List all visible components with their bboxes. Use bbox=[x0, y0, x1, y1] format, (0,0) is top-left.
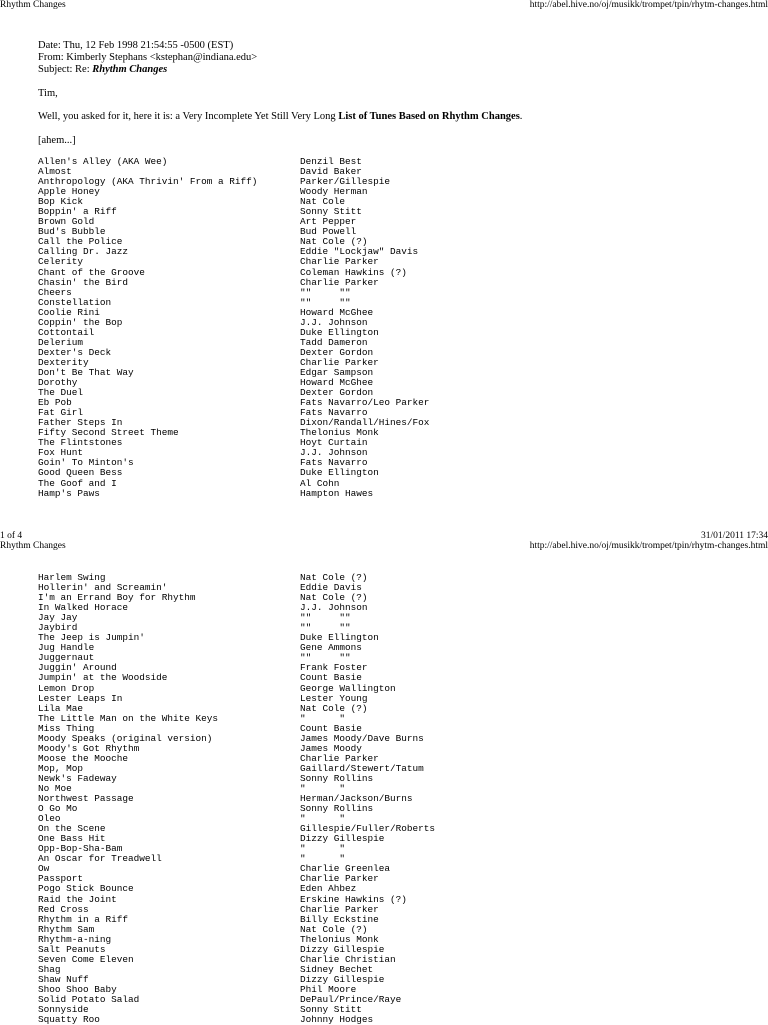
intro-text: Well, you asked for it, here it is: a Very Incomplete Yet Still Very Long bbox=[38, 111, 339, 122]
tune-title: Mop, Mop bbox=[38, 762, 84, 774]
tune-title: Jug Handle bbox=[38, 642, 95, 654]
tune-artist: " " bbox=[300, 813, 346, 825]
tune-title: Moody's Got Rhythm bbox=[38, 742, 140, 754]
tune-artist: Nat Cole bbox=[300, 196, 346, 208]
tune-title: Fox Hunt bbox=[38, 447, 84, 459]
tune-title: Juggin' Around bbox=[38, 662, 117, 674]
tune-title: In Walked Horace bbox=[38, 602, 129, 614]
tune-artist: Charlie Parker bbox=[300, 752, 379, 764]
tune-artist: J.J. Johnson bbox=[300, 602, 368, 614]
table-row bbox=[38, 378, 538, 388]
table-row bbox=[38, 489, 538, 499]
table-row bbox=[38, 217, 538, 227]
tune-title: Good Queen Bess bbox=[38, 467, 123, 479]
tune-artist: Lester Young bbox=[300, 692, 368, 704]
table-row bbox=[38, 338, 538, 348]
tune-artist: Tadd Dameron bbox=[300, 336, 368, 348]
table-row bbox=[38, 955, 538, 965]
tune-title: Dexter's Deck bbox=[38, 346, 112, 358]
tune-artist: Parker/Gillespie bbox=[300, 176, 391, 188]
table-row bbox=[38, 814, 538, 824]
tune-title: Northwest Passage bbox=[38, 793, 134, 805]
table-row bbox=[38, 328, 538, 338]
tune-artist: Fats Navarro bbox=[300, 407, 368, 419]
tune-title: Opp-Bop-Sha-Bam bbox=[38, 843, 123, 855]
email-from: From: Kimberly Stephans <kstephan@indiana.edu> bbox=[38, 52, 258, 63]
tune-artist: Sonny Stitt bbox=[300, 206, 362, 218]
tune-artist: Duke Ellington bbox=[300, 467, 379, 479]
table-row bbox=[38, 318, 538, 328]
tune-title: Call the Police bbox=[38, 236, 123, 248]
tune-title: Rhythm in a Riff bbox=[38, 913, 129, 925]
tune-title: Goin' To Minton's bbox=[38, 457, 134, 469]
tune-artist: Count Basie bbox=[300, 672, 362, 684]
tune-artist: Eden Ahbez bbox=[300, 883, 357, 895]
tune-title: Jumpin' at the Woodside bbox=[38, 672, 168, 684]
tune-title: Dorothy bbox=[38, 377, 78, 389]
tune-artist: Dizzy Gillespie bbox=[300, 973, 385, 985]
tune-artist: Duke Ellington bbox=[300, 326, 379, 338]
page-footer-number: 1 of 4 bbox=[0, 531, 23, 541]
tune-title: Almost bbox=[38, 166, 72, 178]
tune-title: Newk's Fadeway bbox=[38, 772, 117, 784]
tune-title: Cheers bbox=[38, 286, 72, 298]
tune-list-page1 bbox=[38, 157, 538, 499]
tune-title: Shag bbox=[38, 963, 61, 975]
tune-artist: Gene Ammons bbox=[300, 642, 362, 654]
tune-title: Red Cross bbox=[38, 903, 89, 915]
table-row bbox=[38, 804, 538, 814]
tune-artist: George Wallington bbox=[300, 682, 396, 694]
tune-artist: Hoyt Curtain bbox=[300, 437, 368, 449]
subject-prefix: Subject: Re: bbox=[38, 64, 93, 75]
tune-artist: Charlie Parker bbox=[300, 873, 379, 885]
tune-artist: Nat Cole (?) bbox=[300, 572, 368, 583]
tune-artist: Duke Ellington bbox=[300, 632, 379, 644]
table-row bbox=[38, 643, 538, 653]
tune-artist: " " bbox=[300, 853, 346, 865]
tune-title: Rhythm Sam bbox=[38, 923, 95, 935]
tune-artist: Eddie "Lockjaw" Davis bbox=[300, 246, 419, 258]
tune-title: Calling Dr. Jazz bbox=[38, 246, 129, 258]
tune-title: Chasin' the Bird bbox=[38, 276, 129, 288]
tune-artist: Eddie Davis bbox=[300, 582, 362, 594]
tune-artist: Dizzy Gillespie bbox=[300, 833, 385, 845]
tune-artist: Coleman Hawkins (?) bbox=[300, 266, 407, 278]
table-row bbox=[38, 1005, 538, 1015]
tune-artist: Nat Cole (?) bbox=[300, 702, 368, 714]
tune-artist: David Baker bbox=[300, 166, 362, 178]
intro-paragraph bbox=[38, 111, 522, 123]
tune-artist: Gaillard/Stewert/Tatum bbox=[300, 762, 424, 774]
table-row bbox=[38, 754, 538, 764]
tune-artist: " " bbox=[300, 782, 346, 794]
tune-title: Lila Mae bbox=[38, 702, 84, 714]
tune-title: Cottontail bbox=[38, 326, 95, 338]
tune-artist: Charlie Greenlea bbox=[300, 863, 391, 875]
tune-title: Jay Jay bbox=[38, 612, 78, 624]
tune-artist: Fats Navarro/Leo Parker bbox=[300, 397, 430, 409]
tune-artist: Charlie Parker bbox=[300, 903, 379, 915]
table-row bbox=[38, 895, 538, 905]
tune-title: Celerity bbox=[38, 256, 84, 268]
tune-artist: "" "" bbox=[300, 652, 351, 664]
table-row bbox=[38, 288, 538, 298]
tune-artist: Sonny Stitt bbox=[300, 1004, 362, 1016]
tune-title: Solid Potato Salad bbox=[38, 993, 140, 1005]
tune-artist: Charlie Christian bbox=[300, 953, 396, 965]
table-row bbox=[38, 915, 538, 925]
tune-artist: "" "" bbox=[300, 612, 351, 624]
tune-title: Delerium bbox=[38, 336, 84, 348]
tune-title: The Jeep is Jumpin' bbox=[38, 632, 145, 644]
tune-title: Pogo Stick Bounce bbox=[38, 883, 134, 895]
table-row bbox=[38, 774, 538, 784]
page-header-url[interactable]: http://abel.hive.no/oj/musikk/trompet/tpin/rhytm-changes.html bbox=[529, 0, 768, 10]
tune-title: Dexterity bbox=[38, 356, 89, 368]
table-row bbox=[38, 348, 538, 358]
tune-title: Miss Thing bbox=[38, 722, 95, 734]
tune-title: Juggernaut bbox=[38, 652, 95, 664]
table-row bbox=[38, 965, 538, 975]
table-row bbox=[38, 438, 538, 448]
tune-title: Jaybird bbox=[38, 622, 78, 634]
table-row bbox=[38, 694, 538, 704]
tune-artist: " " bbox=[300, 712, 346, 724]
ahem-text: [ahem...] bbox=[38, 135, 76, 146]
tune-title: Bop Kick bbox=[38, 196, 84, 208]
tune-title: No Moe bbox=[38, 782, 72, 794]
tune-artist: Sonny Rollins bbox=[300, 803, 374, 815]
table-row bbox=[38, 207, 538, 217]
tune-title: Squatty Roo bbox=[38, 1014, 100, 1025]
tune-artist: Charlie Parker bbox=[300, 276, 379, 288]
table-row bbox=[38, 673, 538, 683]
tune-title: Bud's Bubble bbox=[38, 226, 106, 238]
tune-artist: Thelonius Monk bbox=[300, 427, 379, 439]
table-row bbox=[38, 157, 538, 167]
tune-title: The Flintstones bbox=[38, 437, 123, 449]
tune-title: Coolie Rini bbox=[38, 306, 100, 318]
tune-title: Raid the Joint bbox=[38, 893, 117, 905]
table-row bbox=[38, 925, 538, 935]
email-date: Date: Thu, 12 Feb 1998 21:54:55 -0500 (EST) bbox=[38, 40, 234, 51]
table-row bbox=[38, 884, 538, 894]
page2-header-title: Rhythm Changes bbox=[0, 541, 66, 551]
table-row bbox=[38, 824, 538, 834]
tune-artist: Fats Navarro bbox=[300, 457, 368, 469]
tune-artist: Art Pepper bbox=[300, 216, 357, 228]
tune-title: Hamp's Paws bbox=[38, 487, 100, 499]
tune-title: Hollerin' and Screamin' bbox=[38, 582, 168, 594]
table-row bbox=[38, 935, 538, 945]
table-row bbox=[38, 995, 538, 1005]
tune-list-page2 bbox=[38, 573, 538, 1025]
tune-title: Fat Girl bbox=[38, 407, 84, 419]
tune-artist: Billy Eckstine bbox=[300, 913, 379, 925]
table-row bbox=[38, 257, 538, 267]
subject-title: Rhythm Changes bbox=[92, 64, 168, 75]
tune-artist: Dizzy Gillespie bbox=[300, 943, 385, 955]
tune-title: Moody Speaks (original version) bbox=[38, 732, 213, 744]
tune-artist: Sidney Bechet bbox=[300, 963, 374, 975]
tune-title: An Oscar for Treadwell bbox=[38, 853, 162, 865]
email-subject bbox=[38, 64, 167, 75]
tune-artist: Dexter Gordon bbox=[300, 346, 374, 358]
tune-title: Coppin' the Bop bbox=[38, 316, 123, 328]
tune-title: Oleo bbox=[38, 813, 61, 825]
tune-title: Fifty Second Street Theme bbox=[38, 427, 179, 439]
tune-artist: Bud Powell bbox=[300, 226, 357, 238]
table-row bbox=[38, 388, 538, 398]
tune-artist: Dexter Gordon bbox=[300, 387, 374, 399]
tune-title: Constellation bbox=[38, 296, 112, 308]
tune-artist: J.J. Johnson bbox=[300, 316, 368, 328]
tune-title: Allen's Alley (AKA Wee) bbox=[38, 156, 168, 167]
tune-artist: Gillespie/Fuller/Roberts bbox=[300, 823, 436, 835]
tune-artist: DePaul/Prince/Raye bbox=[300, 993, 402, 1005]
tune-artist: "" "" bbox=[300, 296, 351, 308]
table-row bbox=[38, 187, 538, 197]
table-row bbox=[38, 794, 538, 804]
tune-title: Father Steps In bbox=[38, 417, 123, 429]
tune-artist: Howard McGhee bbox=[300, 377, 374, 389]
tune-artist: Al Cohn bbox=[300, 477, 340, 489]
table-row bbox=[38, 633, 538, 643]
tune-artist: Herman/Jackson/Burns bbox=[300, 793, 413, 805]
tune-artist: J.J. Johnson bbox=[300, 447, 368, 459]
table-row bbox=[38, 468, 538, 478]
tune-artist: Thelonius Monk bbox=[300, 933, 379, 945]
tune-artist: Nat Cole (?) bbox=[300, 923, 368, 935]
table-row bbox=[38, 613, 538, 623]
tune-title: Lester Leaps In bbox=[38, 692, 123, 704]
tune-title: Boppin' a Riff bbox=[38, 206, 117, 218]
tune-title: Ow bbox=[38, 863, 50, 875]
table-row bbox=[38, 298, 538, 308]
tune-artist: Sonny Rollins bbox=[300, 772, 374, 784]
tune-title: Shaw Nuff bbox=[38, 973, 89, 985]
table-row bbox=[38, 247, 538, 257]
table-row bbox=[38, 278, 538, 288]
tune-title: Chant of the Groove bbox=[38, 266, 145, 278]
tune-title: Shoo Shoo Baby bbox=[38, 983, 117, 995]
tune-title: O Go Mo bbox=[38, 803, 78, 815]
tune-artist: Howard McGhee bbox=[300, 306, 374, 318]
tune-artist: Nat Cole (?) bbox=[300, 592, 368, 604]
table-row bbox=[38, 714, 538, 724]
tune-title: Lemon Drop bbox=[38, 682, 95, 694]
tune-title: The Duel bbox=[38, 387, 84, 399]
table-row bbox=[38, 479, 538, 489]
tune-title: Eb Pob bbox=[38, 397, 72, 409]
tune-title: Salt Peanuts bbox=[38, 943, 106, 955]
tune-title: The Goof and I bbox=[38, 477, 117, 489]
tune-artist: Count Basie bbox=[300, 722, 362, 734]
intro-end: . bbox=[519, 111, 523, 122]
tune-artist: Edgar Sampson bbox=[300, 366, 374, 378]
table-row bbox=[38, 603, 538, 613]
tune-title: Brown Gold bbox=[38, 216, 95, 228]
table-row bbox=[38, 864, 538, 874]
table-row bbox=[38, 854, 538, 864]
tune-title: Harlem Swing bbox=[38, 572, 106, 583]
tune-title: Anthropology (AKA Thrivin' From a Riff) bbox=[38, 176, 258, 188]
tune-artist: " " bbox=[300, 843, 346, 855]
tune-artist: Johnny Hodges bbox=[300, 1014, 374, 1025]
tune-title: Don't Be That Way bbox=[38, 366, 134, 378]
tune-artist: Woody Herman bbox=[300, 186, 368, 198]
tune-title: Seven Come Eleven bbox=[38, 953, 134, 965]
tune-artist: Dixon/Randall/Hines/Fox bbox=[300, 417, 430, 429]
tune-title: Sonnyside bbox=[38, 1004, 89, 1016]
tune-artist: Denzil Best bbox=[300, 156, 362, 167]
table-row bbox=[38, 368, 538, 378]
tune-artist: Erskine Hawkins (?) bbox=[300, 893, 407, 905]
intro-bold: List of Tunes Based on Rhythm Changes bbox=[338, 111, 520, 122]
table-row bbox=[38, 177, 538, 187]
tune-title: The Little Man on the White Keys bbox=[38, 712, 219, 724]
page-header-title: Rhythm Changes bbox=[0, 0, 66, 10]
tune-artist: Hampton Hawes bbox=[300, 487, 374, 499]
tune-artist: Frank Foster bbox=[300, 662, 368, 674]
tune-title: Apple Honey bbox=[38, 186, 100, 198]
tune-title: Rhythm-a-ning bbox=[38, 933, 112, 945]
tune-title: On the Scene bbox=[38, 823, 106, 835]
tune-artist: "" "" bbox=[300, 622, 351, 634]
tune-artist: James Moody/Dave Burns bbox=[300, 732, 424, 744]
tune-title: Moose the Mooche bbox=[38, 752, 129, 764]
tune-artist: Charlie Parker bbox=[300, 356, 379, 368]
greeting: Tim, bbox=[38, 88, 58, 99]
tune-title: Passport bbox=[38, 873, 84, 885]
tune-artist: Charlie Parker bbox=[300, 256, 379, 268]
tune-artist: Nat Cole (?) bbox=[300, 236, 368, 248]
tune-title: One Bass Hit bbox=[38, 833, 106, 845]
page2-header-url[interactable]: http://abel.hive.no/oj/musikk/trompet/tpin/rhytm-changes.html bbox=[529, 541, 768, 551]
tune-artist: Phil Moore bbox=[300, 983, 357, 995]
tune-title: I'm an Errand Boy for Rhythm bbox=[38, 592, 196, 604]
table-row bbox=[38, 398, 538, 408]
tune-artist: "" "" bbox=[300, 286, 351, 298]
tune-artist: James Moody bbox=[300, 742, 362, 754]
page-footer-date: 31/01/2011 17:34 bbox=[701, 531, 768, 541]
